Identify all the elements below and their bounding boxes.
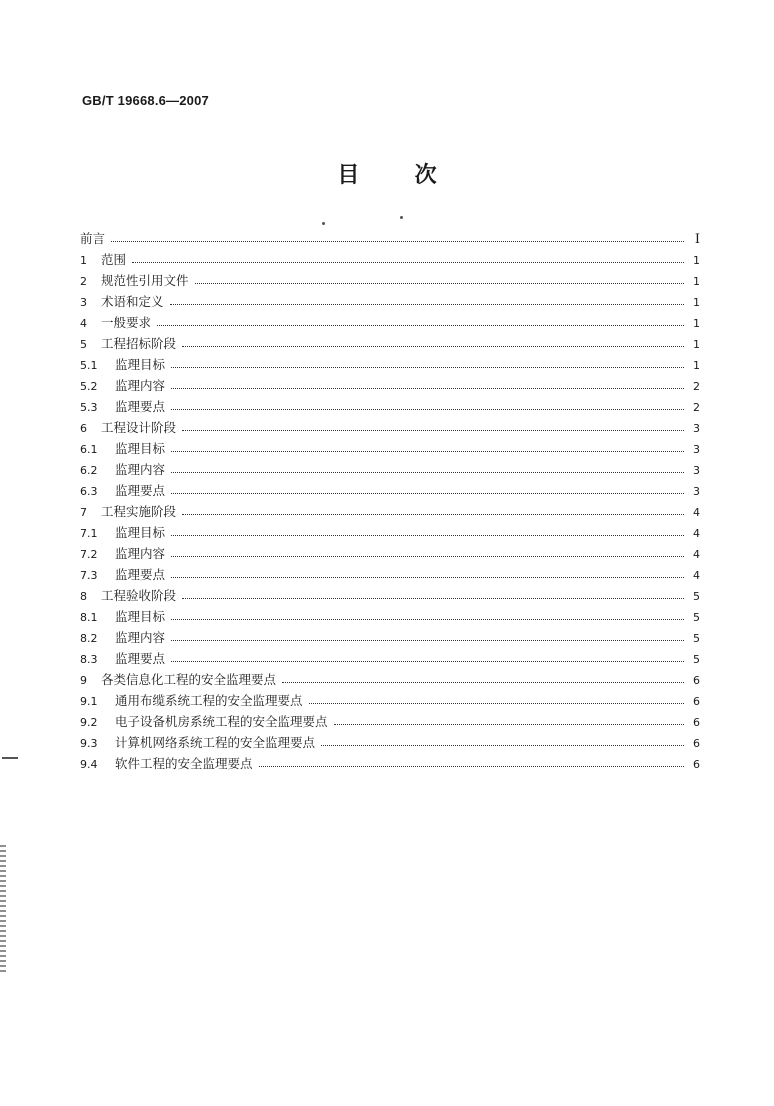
toc-entry-number: 9.3 [80,737,98,750]
toc-entry-page: 5 [693,611,700,624]
toc-entry-number: 9.4 [80,758,98,771]
toc-entry-number: 6.3 [80,485,98,498]
toc-entry-label: 工程验收阶段 [101,588,177,603]
toc-entry[interactable] [80,459,700,480]
toc-entry-page: 5 [693,590,700,603]
toc-entry-page: 5 [693,653,700,666]
toc-dot-leader [171,535,684,536]
toc-entry-page: 2 [693,380,700,393]
toc-entry[interactable] [80,543,700,564]
scan-speck [322,222,325,225]
toc-entry-number: 7.2 [80,548,98,561]
page-title [0,158,774,189]
toc-entry[interactable] [80,417,700,438]
toc-entry-label: 监理内容 [115,378,166,393]
toc-entry-page: 1 [693,317,700,330]
toc-entry-label: 工程招标阶段 [101,336,177,351]
toc-entry[interactable] [80,669,700,690]
toc-entry[interactable] [80,396,700,417]
toc-entry-number: 8.3 [80,653,98,666]
toc-entry-label: 监理要点 [115,651,166,666]
toc-entry-page: 6 [693,737,700,750]
toc-entry-page: 4 [693,548,700,561]
toc-entry-number: 8.2 [80,632,98,645]
toc-entry-page: 3 [693,443,700,456]
toc-entry-number: 5.2 [80,380,98,393]
toc-dot-leader [171,388,684,389]
toc-entry-page: 6 [693,758,700,771]
toc-entry-label: 工程实施阶段 [101,504,177,519]
toc-entry[interactable] [80,648,700,669]
toc-dot-leader [170,304,684,305]
toc-entry-label: 前言 [80,231,106,246]
toc-dot-leader [182,598,684,599]
toc-entry-label: 一般要求 [101,315,152,330]
toc-entry-label: 监理要点 [115,483,166,498]
toc-entry-label: 监理要点 [115,567,166,582]
toc-entry[interactable] [80,753,700,774]
toc-dot-leader [195,283,684,284]
title-char-2: 次 [414,162,437,188]
toc-dot-leader [259,766,684,767]
toc-entry[interactable] [80,690,700,711]
toc-entry-page: 3 [693,464,700,477]
toc-entry[interactable] [80,270,700,291]
toc-entry-page: 1 [693,359,700,372]
toc-entry[interactable] [80,606,700,627]
toc-dot-leader [334,724,684,725]
scan-speck [400,216,403,219]
toc-entry-number: 9.1 [80,695,98,708]
toc-entry-page: 6 [693,716,700,729]
toc-entry-label: 监理要点 [115,399,166,414]
toc-entry-page: 1 [693,275,700,288]
toc-entry-number: 9.2 [80,716,98,729]
toc-entry-page: 2 [693,401,700,414]
table-of-contents [80,228,700,774]
toc-entry[interactable] [80,564,700,585]
toc-entry-label: 监理内容 [115,462,166,477]
toc-entry[interactable] [80,291,700,312]
toc-entry-label: 监理目标 [115,441,166,456]
toc-entry[interactable] [80,522,700,543]
toc-entry-page: 3 [693,422,700,435]
toc-entry[interactable] [80,375,700,396]
toc-entry-number: 6.2 [80,464,98,477]
toc-entry-page: 1 [693,254,700,267]
toc-dot-leader [171,640,684,641]
toc-dot-leader [171,619,684,620]
toc-entry[interactable] [80,354,700,375]
toc-entry-page: 4 [693,506,700,519]
toc-dot-leader [171,409,684,410]
toc-dot-leader [182,430,684,431]
toc-entry-page: 6 [693,695,700,708]
toc-dot-leader [309,703,684,704]
toc-entry-number: 7 [80,506,87,519]
toc-entry-label: 规范性引用文件 [101,273,189,288]
toc-dot-leader [171,367,684,368]
toc-entry-page: 6 [693,674,700,687]
toc-entry-number: 6.1 [80,443,98,456]
toc-dot-leader [132,262,684,263]
toc-entry-label: 监理目标 [115,609,166,624]
toc-entry[interactable] [80,438,700,459]
toc-entry-page: 1 [693,296,700,309]
toc-dot-leader [171,451,684,452]
toc-entry[interactable] [80,711,700,732]
toc-entry-page: I [694,232,700,247]
toc-dot-leader [171,661,684,662]
toc-entry-number: 7.3 [80,569,98,582]
toc-entry-number: 8 [80,590,87,603]
toc-entry[interactable] [80,732,700,753]
toc-entry-number: 5.3 [80,401,98,414]
toc-entry-number: 5 [80,338,87,351]
toc-dot-leader [282,682,684,683]
toc-entry-label: 软件工程的安全监理要点 [115,756,253,771]
toc-entry[interactable] [80,585,700,606]
toc-entry-number: 4 [80,317,87,330]
toc-entry[interactable] [80,480,700,501]
toc-entry-label: 监理内容 [115,546,166,561]
toc-entry-number: 2 [80,275,87,288]
toc-entry[interactable] [80,333,700,354]
toc-entry[interactable] [80,627,700,648]
toc-entry-number: 1 [80,254,87,267]
toc-entry-page: 4 [693,527,700,540]
toc-dot-leader [171,472,684,473]
toc-entry-number: 5.1 [80,359,98,372]
title-char-1: 目 [337,162,360,188]
toc-entry-label: 监理目标 [115,357,166,372]
toc-entry-number: 9 [80,674,87,687]
toc-entry-label: 范围 [101,252,127,267]
toc-dot-leader [182,514,684,515]
toc-entry-number: 7.1 [80,527,98,540]
toc-entry-label: 各类信息化工程的安全监理要点 [101,672,277,687]
scan-edge-artifact [0,845,6,975]
toc-entry-label: 计算机网络系统工程的安全监理要点 [115,735,316,750]
toc-dot-leader [171,556,684,557]
toc-dot-leader [111,241,684,242]
toc-dot-leader [171,577,684,578]
toc-entry-number: 6 [80,422,87,435]
toc-entry[interactable] [80,501,700,522]
toc-entry-label: 电子设备机房系统工程的安全监理要点 [115,714,328,729]
toc-entry[interactable] [80,249,700,270]
toc-dot-leader [157,325,684,326]
toc-entry[interactable] [80,228,700,249]
toc-dot-leader [321,745,684,746]
toc-dot-leader [182,346,684,347]
toc-entry-label: 术语和定义 [101,294,164,309]
toc-entry-page: 3 [693,485,700,498]
toc-entry-page: 4 [693,569,700,582]
toc-dot-leader [171,493,684,494]
standard-code: GB/T 19668.6—2007 [82,93,209,108]
toc-entry-number: 8.1 [80,611,98,624]
toc-entry-label: 通用布缆系统工程的安全监理要点 [115,693,303,708]
scan-speck [2,757,18,759]
toc-entry-page: 1 [693,338,700,351]
toc-entry[interactable] [80,312,700,333]
toc-entry-label: 监理目标 [115,525,166,540]
toc-entry-label: 监理内容 [115,630,166,645]
toc-entry-number: 3 [80,296,87,309]
toc-entry-page: 5 [693,632,700,645]
toc-entry-label: 工程设计阶段 [101,420,177,435]
